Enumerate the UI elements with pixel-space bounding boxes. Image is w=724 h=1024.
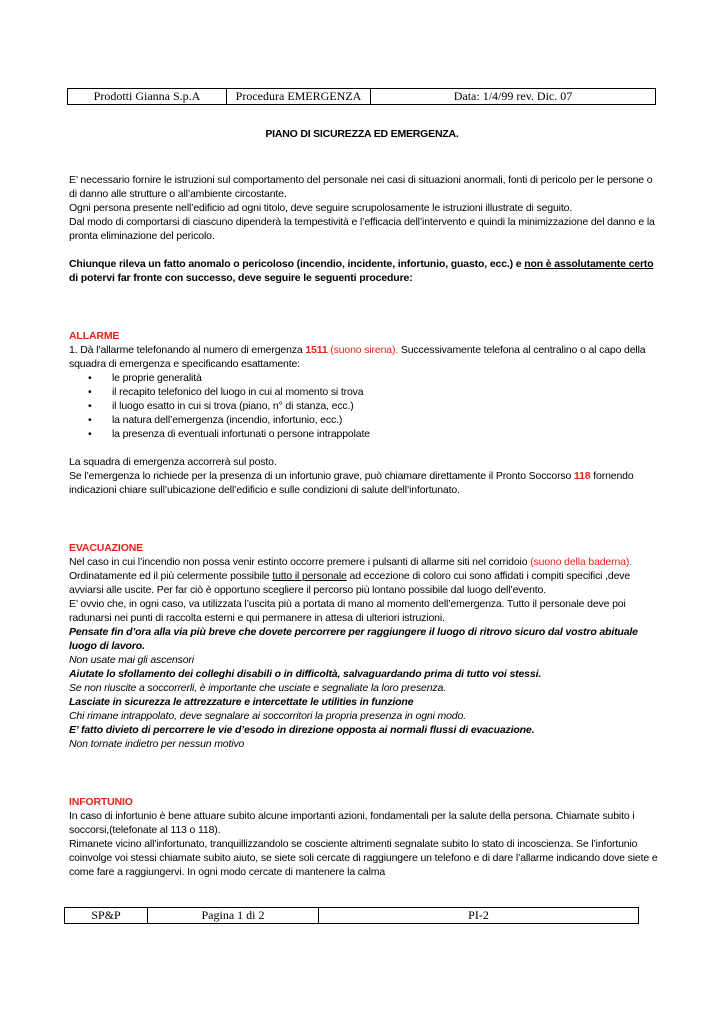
section-heading-evacuazione: EVACUAZIONE [69,542,143,554]
document-title: PIANO DI SICUREZZA ED EMERGENZA. [265,128,459,140]
header-table [67,88,656,105]
infortunio-paragraph-2: Rimanete vicino all’infortunato, tranquillizzandolo se cosciente altrimenti segnalate subito lo stato di incoscienza. Se l’infortunio coinvolge voi stessi chiamate subito aiuto, se siete soli cercate di raggiungere un telefono e di dare l’allarme indicando dove siete e come fare a raggiungervi. In ogni modo cercate di mantenere la calma [69,838,658,878]
list-item: • il recapito telefonico del luogo in cui al momento si trova [69,385,659,399]
intro-warning-part-2: di potervi far fronte con successo, deve seguire le seguenti procedure: [69,272,413,284]
footer-code: SP&P [65,908,148,923]
allarme-text-a: 1. Dà l’allarme telefonando al numero di emergenza [69,344,306,356]
header-date: Data: 1/4/99 rev. Dic. 07 [453,89,573,103]
rule-2-note: Se non riuscite a soccorrerli, è importante che usciate e segnaliate la loro presenza. [69,682,446,694]
evacuazione-p2-underlined: tutto il personale [272,570,347,582]
rule-3-note: Chi rimane intrappolato, deve segnalare ai soccorritori la propria presenza in ogni modo. [69,710,466,722]
infortunio-paragraph-1: In caso di infortunio è bene attuare subito alcune importanti azioni, fondamentali per la salute della persona. Chiamate subito i soccorsi,(telefonate al 113 o 118). [69,810,635,836]
list-item: • la presenza di eventuali infortunati o persone intrappolate [69,427,659,441]
evacuazione-p2-text-a: Ordinatamente ed il più celermente possibile [69,570,273,582]
evacuazione-paragraph-1 [69,555,659,569]
rule-3: Lasciate in sicurezza le attrezzature e intercettate le utilities in funzione [69,696,414,708]
rule-4: E’ fatto divieto di percorrere le vie d’esodo in direzione opposta ai normali flussi di evacuazione. [69,724,535,736]
section-heading-allarme: ALLARME [69,330,120,342]
evacuazione-paragraph-3: E’ ovvio che, in ogni caso, va utilizzata l’uscita più a portata di mano al momento dell’emergenza. Tutto il personale deve poi radunarsi nei punti di raccolta esterni e qui permanere in attesa di ulteriori istruzioni. [69,598,626,624]
allarme-p3-text-b: fornendo indicazioni chiare sull’ubicazione dell’edificio e sulle condizioni di salute dell’infortunato. [69,470,634,496]
pronto-soccorso-number: 118 [574,470,591,482]
siren-note: (suono sirena). [327,344,399,356]
list-item: • il luogo esatto in cui si trova (piano, n° di stanza, ecc.) [69,399,659,413]
document-body [69,173,659,879]
allarme-list [69,371,659,441]
section-heading-infortunio: INFORTUNIO [69,796,133,808]
allarme-paragraph-3 [69,469,659,497]
intro-warning-underlined: non è assolutamente certo [524,258,654,270]
header-company: Prodotti Gianna S.p.A [68,89,227,104]
list-item: • la natura dell’emergenza (incendio, infortunio, ecc.) [69,413,659,427]
footer-table [64,907,639,924]
emergency-number: 1511 [305,344,328,356]
intro-paragraph-3: Dal modo di comportarsi di ciascuno dipenderà la tempestività e l’efficacia dell’intervento e quindi la minimizzazione del danno e la pronta eliminazione del pericolo. [69,216,655,242]
baderna-note: (suono della baderna). [530,556,632,568]
evacuazione-paragraph-2 [69,569,659,597]
intro-warning-part-1: Chiunque rileva un fatto anomalo o pericoloso (incendio, incidente, infortunio, guasto, ecc.) e [69,258,525,270]
evacuazione-p2-text-b: ad eccezione di coloro cui sono affidati i compiti specifici ,deve avviarsi alle uscite. Per far ciò è opportuno scegliere il percorso più lontano possibile dal luogo dell’evento. [69,570,631,596]
intro-paragraph-2: Ogni persona presente nell’edificio ad ogni titolo, deve seguire scrupolosamente le istruzioni illustrate di seguito. [69,202,573,214]
allarme-text-b: Successivamente telefona al centralino o al capo della squadra di emergenza e specificando esattamente: [69,344,646,370]
rule-2: Aiutate lo sfollamento dei colleghi disabili o in difficoltà, salvaguardando prima di tutto voi stessi. [69,668,542,680]
allarme-p3-text-a: Se l’emergenza lo richiede per la presenza di un infortunio grave, può chiamare direttamente il Pronto Soccorso [69,470,574,482]
rule-4-note: Non tornate indietro per nessun motivo [69,738,245,750]
allarme-paragraph-2: La squadra di emergenza accorrerà sul posto. [69,456,277,468]
allarme-paragraph-1 [69,343,659,371]
list-item: • le proprie generalità [69,371,659,385]
header-procedure: Procedura EMERGENZA [227,89,371,104]
intro-warning [69,257,659,285]
footer-page-number: Pagina 1 di 2 [148,908,319,923]
intro-paragraph-1: E’ necessario fornire le istruzioni sul comportamento del personale nei casi di situazioni anormali, fonti di pericolo per le persone o di danno alle strutture o all’ambiente circostante. [69,174,653,200]
footer-reference: PI-2 [468,908,489,922]
rule-1: Pensate fin d’ora alla via più breve che dovete percorrere per raggiungere il luogo di ritrovo sicuro dal vostro abituale luogo di lavoro. [69,626,638,652]
rule-1-note: Non usate mai gli ascensori [69,654,194,666]
evacuazione-p1-text: Nel caso in cui l’incendio non possa venir estinto occorre premere i pulsanti di allarme siti nel corridoio [69,556,531,568]
